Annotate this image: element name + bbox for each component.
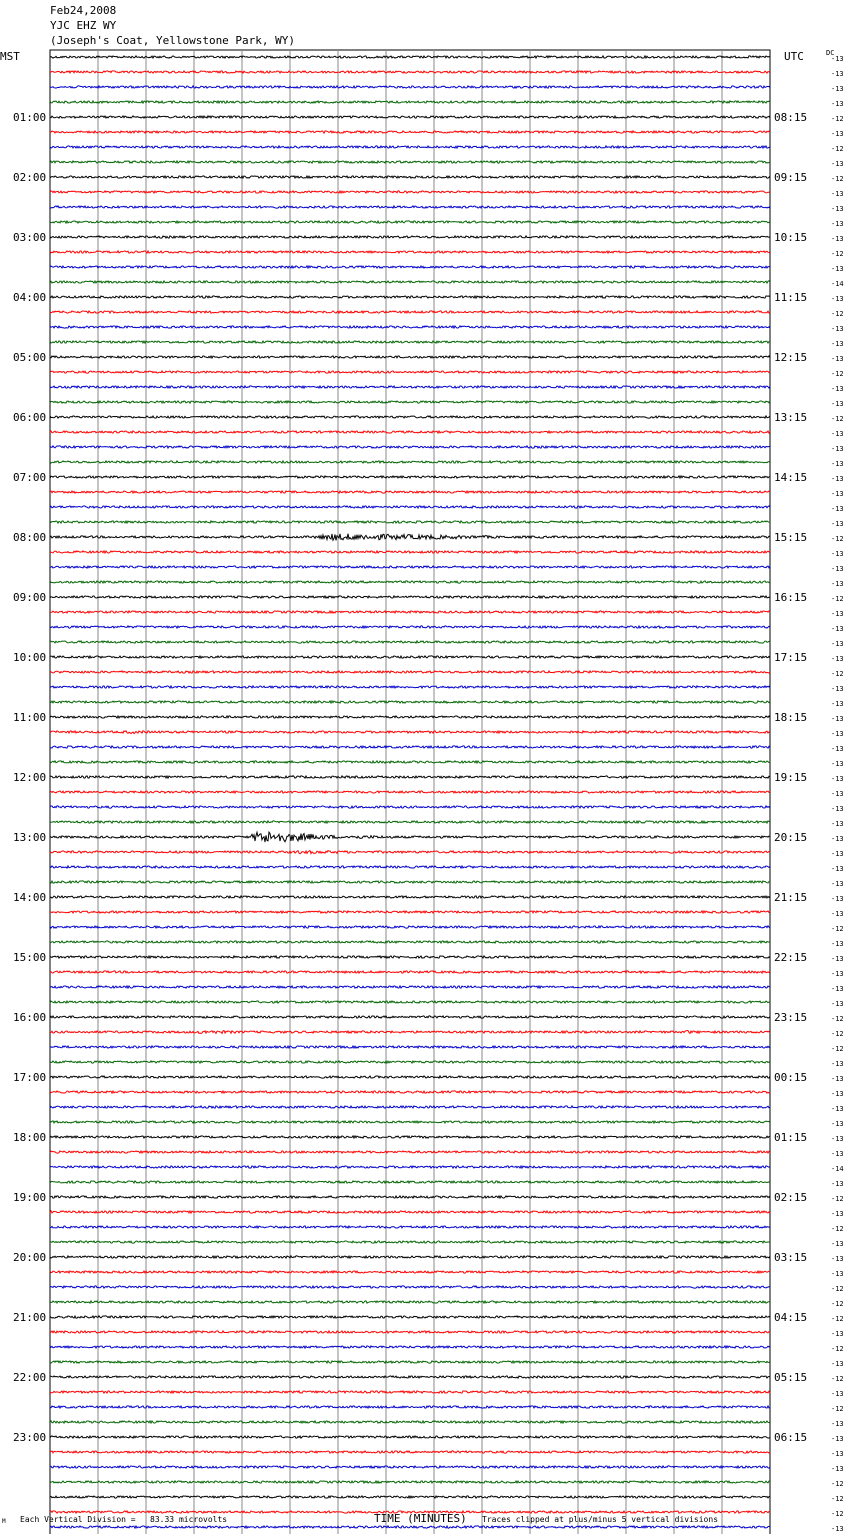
dc-offset-label: -13	[831, 1180, 844, 1188]
mst-hour-label: 06:00	[13, 411, 47, 424]
utc-hour-label: 19:15	[774, 771, 808, 784]
seismic-trace	[50, 656, 770, 658]
utc-hour-label: 02:15	[774, 1191, 808, 1204]
seismic-trace	[50, 1331, 770, 1333]
seismic-trace	[50, 1316, 770, 1318]
dc-offset-label: -12	[831, 1510, 844, 1518]
dc-offset-label: -13	[831, 460, 844, 468]
dc-offset-label: -13	[831, 205, 844, 213]
seismic-trace	[50, 941, 770, 943]
dc-offset-label: -13	[831, 1255, 844, 1263]
mst-hour-label: 16:00	[13, 1011, 47, 1024]
dc-offset-label: -13	[831, 655, 844, 663]
utc-hour-label: 13:15	[774, 411, 808, 424]
seismic-trace	[50, 1496, 770, 1498]
mst-hour-label: 01:00	[13, 111, 47, 124]
dc-offset-label: -12	[831, 1405, 844, 1413]
dc-offset-label: -13	[831, 940, 844, 948]
dc-offset-label: -13	[831, 775, 844, 783]
mst-hour-label: 13:00	[13, 831, 47, 844]
dc-offset-label: -12	[831, 115, 844, 123]
seismic-trace	[50, 266, 770, 268]
dc-offset-label: -13	[831, 190, 844, 198]
dc-offset-label: -13	[831, 1360, 844, 1368]
dc-offset-label: -13	[831, 325, 844, 333]
utc-hour-label: 06:15	[774, 1431, 808, 1444]
mst-hour-label: 09:00	[13, 591, 47, 604]
seismic-trace	[50, 281, 770, 283]
seismic-trace	[50, 1166, 770, 1168]
seismic-trace	[50, 386, 770, 388]
seismic-trace	[50, 1046, 770, 1048]
dc-offset-label: -14	[831, 280, 844, 288]
dc-offset-label: -13	[831, 1270, 844, 1278]
utc-hour-label: 08:15	[774, 111, 808, 124]
seismic-trace	[50, 1016, 770, 1018]
dc-offset-label: -13	[831, 445, 844, 453]
dc-offset-label: -13	[831, 355, 844, 363]
dc-offset-label: -13	[831, 1000, 844, 1008]
seismic-trace	[50, 641, 770, 643]
seismic-trace	[50, 686, 770, 688]
seismic-trace	[50, 131, 770, 133]
seismic-trace	[50, 851, 770, 854]
mst-hour-label: 21:00	[13, 1311, 47, 1324]
seismic-trace	[50, 1466, 770, 1468]
seismic-trace	[50, 791, 770, 793]
dc-offset-label: -12	[831, 535, 844, 543]
seismic-trace	[50, 251, 770, 253]
dc-offset-label: -12	[831, 1225, 844, 1233]
dc-offset-label: -13	[831, 430, 844, 438]
utc-hour-label: 18:15	[774, 711, 808, 724]
seismic-trace	[50, 956, 770, 958]
dc-offset-label: -13	[831, 880, 844, 888]
mst-hour-label: 11:00	[13, 711, 47, 724]
dc-offset-label: -13	[831, 895, 844, 903]
dc-offset-label: -13	[831, 490, 844, 498]
dc-offset-label: -13	[831, 1105, 844, 1113]
seismic-trace	[50, 1376, 770, 1378]
seismic-trace	[50, 1406, 770, 1408]
dc-offset-label: -13	[831, 850, 844, 858]
dc-offset-label: -13	[831, 235, 844, 243]
seismic-trace	[50, 832, 770, 842]
dc-offset-label: -13	[831, 1060, 844, 1068]
seismic-trace	[50, 116, 770, 118]
left-timezone-label: MST	[0, 50, 20, 63]
dc-offset-label: -13	[831, 580, 844, 588]
seismic-trace	[50, 416, 770, 418]
seismic-trace	[50, 371, 770, 373]
dc-offset-label: -13	[831, 1135, 844, 1143]
seismic-trace	[50, 716, 770, 718]
dc-offset-label: -13	[831, 1075, 844, 1083]
dc-offset-label: -13	[831, 220, 844, 228]
mst-hour-label: 10:00	[13, 651, 47, 664]
seismic-trace	[50, 1181, 770, 1183]
dc-offset-label: -13	[831, 985, 844, 993]
seismic-trace	[50, 191, 770, 193]
dc-offset-label: -12	[831, 1345, 844, 1353]
dc-offset-label: -12	[831, 1315, 844, 1323]
dc-offset-label: -13	[831, 820, 844, 828]
dc-offset-label: -12	[831, 1195, 844, 1203]
seismic-trace	[50, 776, 770, 778]
dc-offset-label: -12	[831, 595, 844, 603]
utc-hour-label: 11:15	[774, 291, 808, 304]
seismic-trace	[50, 161, 770, 163]
mst-hour-label: 02:00	[13, 171, 47, 184]
utc-hour-label: 14:15	[774, 471, 808, 484]
dc-offset-label: -13	[831, 730, 844, 738]
seismic-trace	[50, 581, 770, 583]
utc-hour-label: 20:15	[774, 831, 808, 844]
seismic-trace	[50, 551, 770, 553]
dc-offset-label: -12	[831, 1015, 844, 1023]
utc-hour-label: 09:15	[774, 171, 808, 184]
dc-offset-label: -13	[831, 1435, 844, 1443]
dc-offset-label: -12	[831, 670, 844, 678]
utc-hour-label: 04:15	[774, 1311, 808, 1324]
station-location: (Joseph's Coat, Yellowstone Park, WY)	[50, 34, 296, 47]
seismic-trace	[50, 1196, 770, 1198]
seismic-trace	[50, 1361, 770, 1363]
seismic-trace	[50, 1421, 770, 1423]
dc-offset-label: -13	[831, 640, 844, 648]
seismic-trace	[50, 1076, 770, 1078]
seismic-trace	[50, 911, 770, 913]
dc-offset-label: -13	[831, 1420, 844, 1428]
dc-offset-label: -12	[831, 1375, 844, 1383]
seismic-trace	[50, 1481, 770, 1483]
dc-offset-label: -13	[831, 1150, 844, 1158]
seismic-trace	[50, 401, 770, 403]
seismic-trace	[50, 1256, 770, 1258]
dc-offset-label: -13	[831, 745, 844, 753]
scale-note: Each Vertical Division = 83.33 microvolts	[20, 1515, 228, 1524]
seismic-trace	[50, 1031, 770, 1034]
dc-offset-label: -13	[831, 100, 844, 108]
seismic-trace	[50, 596, 770, 598]
seismic-trace	[50, 101, 770, 103]
mst-hour-label: 07:00	[13, 471, 47, 484]
seismic-trace	[50, 476, 770, 478]
seismic-trace	[50, 506, 770, 508]
mst-hour-label: 05:00	[13, 351, 47, 364]
seismic-trace	[50, 1286, 770, 1288]
dc-offset-label: -12	[831, 145, 844, 153]
right-timezone-label: UTC	[784, 50, 804, 63]
dc-offset-label: -13	[831, 700, 844, 708]
seismic-trace	[50, 86, 770, 88]
utc-hour-label: 22:15	[774, 951, 808, 964]
dc-offset-label: -13	[831, 160, 844, 168]
dc-offset-label: -13	[831, 865, 844, 873]
seismic-trace	[50, 611, 770, 613]
mst-hour-label: 12:00	[13, 771, 47, 784]
dc-offset-label: -12	[831, 1495, 844, 1503]
dc-offset-label: -13	[831, 910, 844, 918]
dc-offset-label: -13	[831, 520, 844, 528]
dc-offset-label: -13	[831, 685, 844, 693]
seismic-trace	[50, 1106, 770, 1108]
dc-offset-label: -13	[831, 1090, 844, 1098]
utc-hour-label: 00:15	[774, 1071, 808, 1084]
dc-offset-label: -12	[831, 370, 844, 378]
dc-offset-label: -13	[831, 385, 844, 393]
seismic-trace	[50, 1151, 770, 1153]
seismic-trace	[50, 566, 770, 568]
seismic-trace	[50, 1211, 770, 1213]
seismic-trace	[50, 71, 770, 73]
dc-offset-label: -13	[831, 805, 844, 813]
seismic-trace	[50, 701, 770, 703]
dc-offset-label: -12	[831, 1030, 844, 1038]
seismic-trace	[50, 1301, 770, 1303]
mst-hour-label: 08:00	[13, 531, 47, 544]
corner-mark: M	[2, 1518, 6, 1525]
dc-offset-label: -12	[831, 1300, 844, 1308]
seismic-trace	[50, 671, 770, 673]
seismic-trace	[50, 731, 770, 734]
seismic-trace	[50, 926, 770, 928]
seismic-trace	[50, 866, 770, 868]
dc-offset-label: -13	[831, 1120, 844, 1128]
dc-offset-label: -13	[831, 265, 844, 273]
utc-hour-label: 05:15	[774, 1371, 808, 1384]
seismic-trace	[50, 1001, 770, 1003]
seismic-trace	[50, 626, 770, 628]
dc-offset-label: -13	[831, 1330, 844, 1338]
seismic-trace	[50, 326, 770, 328]
seismic-trace	[50, 1271, 770, 1273]
mst-hour-label: 23:00	[13, 1431, 47, 1444]
seismic-trace	[50, 1451, 770, 1453]
dc-offset-label: -13	[831, 475, 844, 483]
seismic-trace	[50, 1136, 770, 1138]
clip-note: Traces clipped at plus/minus 5 vertical divisions	[482, 1515, 719, 1524]
seismic-trace	[50, 881, 770, 883]
dc-offset-label: -12	[831, 415, 844, 423]
dc-offset-label: -13	[831, 505, 844, 513]
dc-offset-label: -13	[831, 715, 844, 723]
utc-hour-label: 01:15	[774, 1131, 808, 1144]
dc-offset-label: -13	[831, 1240, 844, 1248]
utc-hour-label: 03:15	[774, 1251, 808, 1264]
seismic-trace	[50, 1061, 770, 1063]
mst-hour-label: 14:00	[13, 891, 47, 904]
dc-offset-label: -13	[831, 70, 844, 78]
dc-offset-label: -13	[831, 610, 844, 618]
dc-offset-label: -12	[831, 250, 844, 258]
seismic-trace	[50, 461, 770, 463]
seismic-trace	[50, 896, 770, 898]
dc-offset-label: -13	[831, 1525, 844, 1533]
seismic-trace	[50, 1226, 770, 1228]
seismic-trace	[50, 341, 770, 343]
seismic-trace	[50, 1391, 770, 1393]
utc-hour-label: 21:15	[774, 891, 808, 904]
utc-hour-label: 15:15	[774, 531, 808, 544]
dc-offset-label: -13	[831, 835, 844, 843]
seismic-trace	[50, 311, 770, 313]
seismic-trace	[50, 446, 770, 448]
dc-offset-label: -13	[831, 85, 844, 93]
x-axis-title: TIME (MINUTES)	[374, 1512, 467, 1525]
seismic-trace	[50, 534, 770, 541]
seismic-trace	[50, 761, 770, 763]
dc-offset-label: -13	[831, 565, 844, 573]
mst-hour-label: 17:00	[13, 1071, 47, 1084]
dc-offset-label: -13	[831, 550, 844, 558]
mst-hour-label: 22:00	[13, 1371, 47, 1384]
seismic-trace	[50, 491, 770, 493]
dc-offset-label: -12	[831, 175, 844, 183]
seismic-trace	[50, 236, 770, 238]
dc-offset-label: -12	[831, 925, 844, 933]
dc-offset-label: -13	[831, 790, 844, 798]
mst-hour-label: 19:00	[13, 1191, 47, 1204]
seismic-trace	[50, 206, 770, 208]
dc-offset-label: -12	[831, 310, 844, 318]
seismic-trace	[50, 1121, 770, 1123]
seismic-trace	[50, 806, 770, 808]
mst-hour-label: 18:00	[13, 1131, 47, 1144]
seismic-trace	[50, 1346, 770, 1348]
utc-hour-label: 16:15	[774, 591, 808, 604]
dc-offset-label: -13	[831, 1450, 844, 1458]
station-code: YJC EHZ WY	[50, 19, 117, 32]
mst-hour-label: 04:00	[13, 291, 47, 304]
utc-hour-label: 23:15	[774, 1011, 808, 1024]
dc-offset-label: -12	[831, 1045, 844, 1053]
seismic-trace	[50, 1436, 770, 1438]
seismic-trace	[50, 1091, 770, 1093]
dc-offset-label: -13	[831, 55, 844, 63]
seismic-trace	[50, 356, 770, 358]
seismic-trace	[50, 1241, 770, 1243]
dc-offset-label: -12	[831, 1480, 844, 1488]
seismic-trace	[50, 971, 770, 973]
dc-offset-label: -13	[831, 760, 844, 768]
utc-hour-label: 12:15	[774, 351, 808, 364]
seismic-trace	[50, 176, 770, 178]
mst-hour-label: 20:00	[13, 1251, 47, 1264]
utc-hour-label: 10:15	[774, 231, 808, 244]
dc-offset-label: -13	[831, 340, 844, 348]
dc-offset-label: -13	[831, 130, 844, 138]
dc-offset-label: -14	[831, 1165, 844, 1173]
seismic-trace	[50, 221, 770, 223]
seismic-trace	[50, 431, 770, 433]
dc-offset-label: -13	[831, 625, 844, 633]
seismic-trace	[50, 986, 770, 988]
dc-offset-label: -13	[831, 295, 844, 303]
dc-offset-label: -13	[831, 955, 844, 963]
seismic-trace	[50, 821, 770, 823]
seismic-trace	[50, 746, 770, 748]
dc-offset-label: -13	[831, 400, 844, 408]
dc-offset-label: -12	[831, 1285, 844, 1293]
dc-offset-label: -13	[831, 1390, 844, 1398]
plot-date: Feb24,2008	[50, 4, 117, 17]
utc-hour-label: 17:15	[774, 651, 808, 664]
seismic-trace	[50, 521, 770, 523]
seismic-trace	[50, 146, 770, 148]
seismic-trace	[50, 296, 770, 298]
mst-hour-label: 03:00	[13, 231, 47, 244]
mst-hour-label: 15:00	[13, 951, 47, 964]
seismic-trace	[50, 56, 770, 58]
dc-offset-label: -13	[831, 970, 844, 978]
dc-label: DC	[826, 49, 835, 57]
dc-offset-label: -13	[831, 1210, 844, 1218]
dc-offset-label: -13	[831, 1465, 844, 1473]
seismic-trace	[50, 1526, 770, 1528]
